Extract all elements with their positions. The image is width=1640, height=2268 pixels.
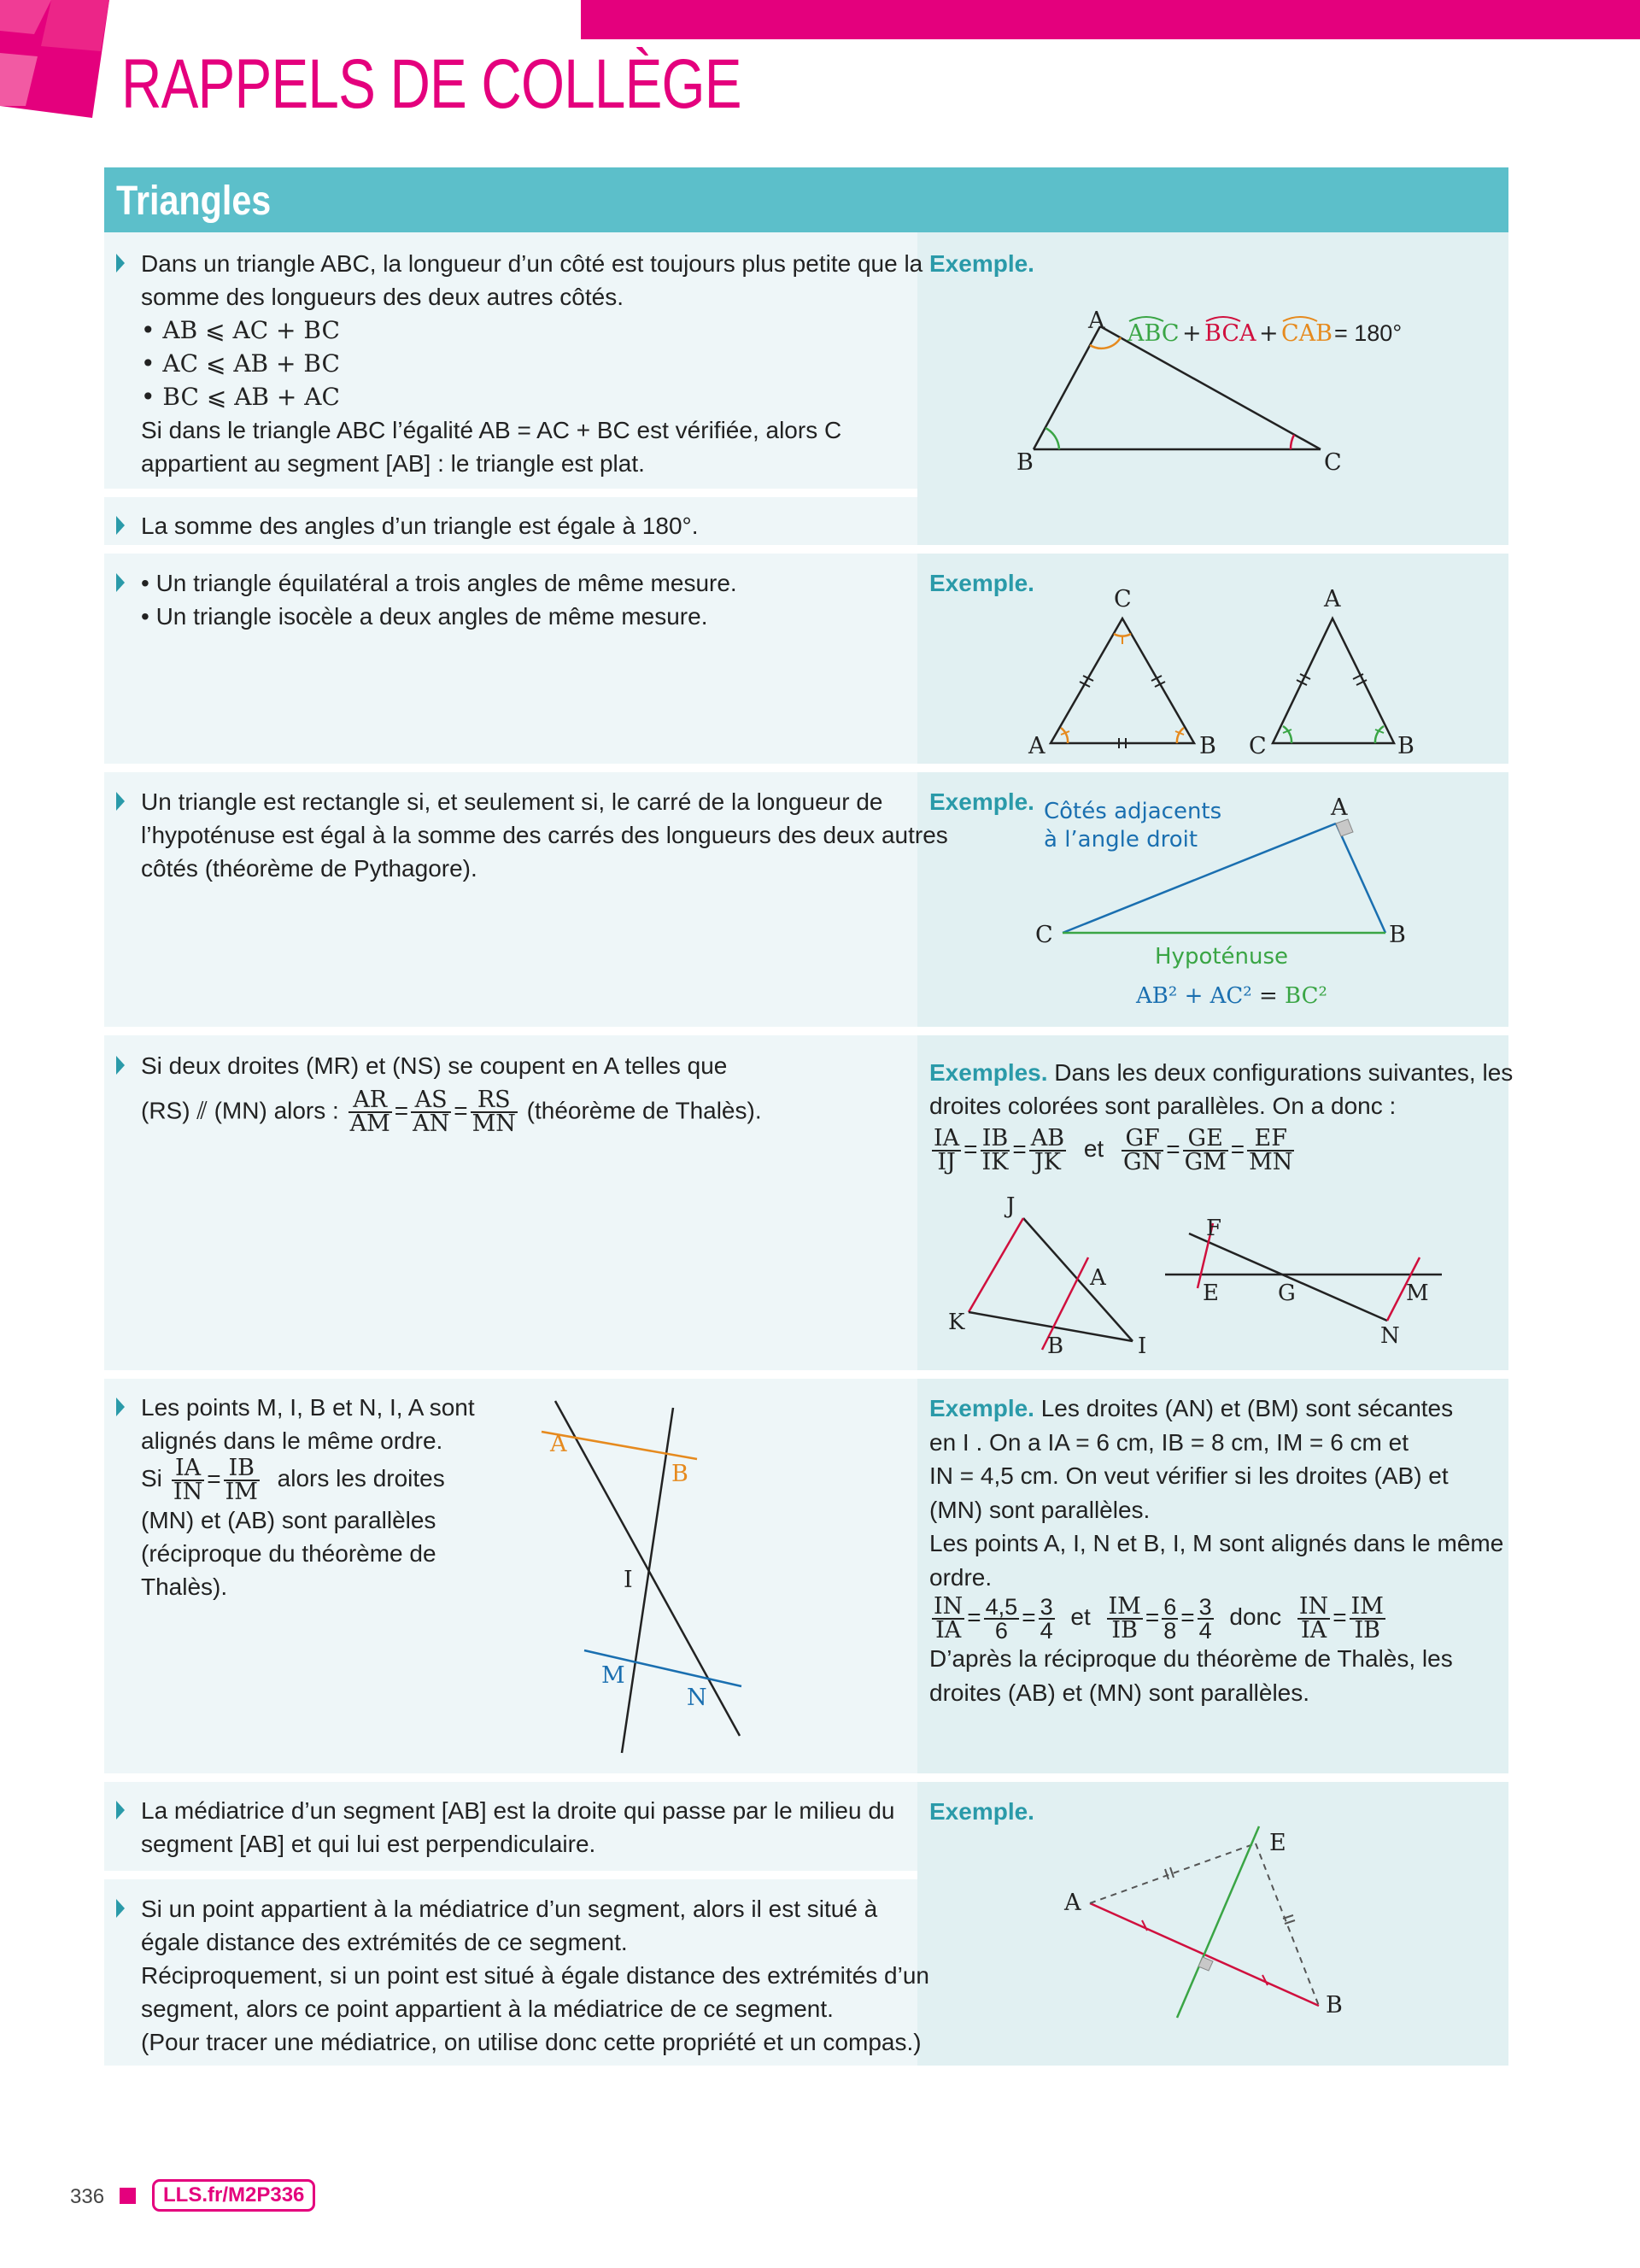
si: Si — [141, 1465, 162, 1492]
text-line: • Un triangle équilatéral a trois angles de même mesure. — [141, 570, 737, 596]
text-line: D’après la réciproque du théorème de Thalès, les — [929, 1645, 1453, 1672]
equals: = — [1180, 1603, 1195, 1631]
text-line: (MN) et (AB) sont parallèles — [141, 1507, 436, 1533]
text-line: • Un triangle isocèle a deux angles de même mesure. — [141, 603, 708, 630]
text-line: La médiatrice d’un segment [AB] est la droite qui passe par le milieu du — [141, 1797, 895, 1824]
text-line: appartient au segment [AB] : le triangle est plat. — [141, 450, 645, 477]
equals: = — [1230, 1135, 1245, 1163]
parallel-condition: (RS) ⫽ (MN) alors : — [141, 1097, 339, 1124]
denominator: AM — [349, 1111, 390, 1137]
inequality-1: • AB ⩽ AC + BC — [141, 316, 340, 344]
numerator: IM — [1350, 1593, 1384, 1620]
point-K: K — [948, 1310, 965, 1335]
point-N: N — [687, 1685, 707, 1711]
equals-180: = 180° — [1334, 320, 1403, 346]
numerator: IN — [934, 1593, 964, 1620]
denominator: 4 — [1040, 1618, 1053, 1644]
numerator: IN — [1298, 1593, 1329, 1620]
denominator: GN — [1123, 1149, 1163, 1175]
numerator: GF — [1122, 1128, 1163, 1152]
text-line: segment, alors ce point appartient à la médiatrice de ce segment. — [141, 1995, 834, 2022]
denominator: JK — [1034, 1149, 1061, 1175]
text-line: droites (AB) et (MN) sont parallèles. — [929, 1679, 1310, 1706]
page-title: RAPPELS DE COLLÈGE — [121, 45, 741, 123]
fraction — [1107, 1593, 1143, 1644]
inequality-3: • BC ⩽ AB + AC — [141, 383, 340, 411]
point-A: A — [550, 1431, 567, 1457]
denominator: IJ — [937, 1149, 956, 1175]
reciprocal-example-text — [929, 1392, 1503, 1709]
point-E: E — [1269, 1830, 1286, 1856]
denominator: IK — [981, 1149, 1009, 1175]
point-B: B — [1047, 1333, 1064, 1359]
equals: = — [454, 1097, 468, 1124]
numerator: 6 — [1163, 1594, 1177, 1620]
numerator: EF — [1247, 1128, 1294, 1152]
vertex-C: C — [1035, 922, 1053, 948]
text-line: (MN) sont parallèles. — [929, 1496, 1151, 1523]
text-line: Dans les deux configurations suivantes, les — [1047, 1059, 1514, 1086]
numerator: 3 — [1198, 1594, 1212, 1620]
text-line: Les points A, I, N et B, I, M sont alignés dans le même — [929, 1530, 1504, 1556]
text-line: (Pour tracer une médiatrice, on utilise donc cette propriété et un compas.) — [141, 2029, 922, 2055]
denominator: IA — [935, 1617, 962, 1644]
vertex-B: B — [1397, 733, 1414, 759]
equals: = — [1022, 1603, 1036, 1631]
vertex-B: B — [1389, 922, 1406, 948]
adjacent-sides-label: à l’angle droit — [1044, 827, 1198, 853]
denominator: 8 — [1163, 1618, 1177, 1644]
equidistance-text — [141, 1892, 929, 2059]
denominator: IA — [1300, 1617, 1327, 1644]
equals: = — [1145, 1603, 1160, 1631]
bullet-marker — [116, 1801, 125, 1820]
fraction — [932, 1593, 964, 1644]
angle-sum-text: La somme des angles d’un triangle est égale à 180°. — [141, 513, 699, 539]
equals: = — [967, 1603, 981, 1631]
vertex-A: A — [1088, 308, 1105, 334]
example-label: Exemples. — [929, 1059, 1048, 1086]
point-E: E — [1203, 1281, 1219, 1306]
angle-bca-label: BCA — [1204, 320, 1256, 347]
vertex-A: A — [1331, 794, 1348, 821]
text-line: Dans un triangle ABC, la longueur d’un côté est toujours plus petite que la — [141, 250, 923, 277]
vertex-B: B — [1199, 733, 1216, 759]
vertex-A: A — [1028, 733, 1046, 759]
numerator: IM — [1108, 1593, 1141, 1620]
mediatrice-text — [141, 1794, 894, 1861]
text-line: alignés dans le même ordre. — [141, 1427, 443, 1454]
vertex-C: C — [1114, 586, 1132, 612]
denominator: IM — [225, 1479, 258, 1505]
plus-sign: + — [1259, 320, 1279, 347]
text-line: en I . On a IA = 6 cm, IB = 8 cm, IM = 6 cm et — [929, 1428, 1409, 1456]
numerator: 3 — [1040, 1594, 1053, 1620]
equals: = — [1012, 1135, 1027, 1163]
text-line: IN = 4,5 cm. On veut vérifier si les droites (AB) et — [929, 1462, 1449, 1489]
text-line: Si dans le triangle ABC l’égalité AB = AC + BC est vérifiée, alors C — [141, 417, 842, 443]
text-line: Les droites (AN) et (BM) sont sécantes — [1034, 1395, 1454, 1421]
vertex-B: B — [1016, 449, 1034, 476]
point-N: N — [1380, 1323, 1400, 1349]
point-A: A — [1090, 1265, 1106, 1291]
point-G: G — [1278, 1281, 1296, 1306]
text-line: Un triangle est rectangle si, et seulement si, le carré de la longueur de — [141, 788, 883, 815]
et: et — [1070, 1603, 1091, 1631]
equals: = — [207, 1465, 221, 1492]
point-M: M — [1406, 1281, 1429, 1306]
plus-sign: + — [1182, 320, 1202, 347]
text-line: droites colorées sont parallèles. On a donc : — [929, 1093, 1397, 1119]
adjacent-sides-label: Côtés adjacents — [1044, 799, 1222, 824]
formula-right: BC² — [1285, 983, 1327, 1009]
fraction — [1297, 1593, 1330, 1644]
numerator: IB — [224, 1457, 260, 1481]
denominator: IB — [1354, 1617, 1380, 1644]
fraction — [1039, 1596, 1055, 1642]
denominator: IN — [173, 1479, 203, 1505]
text-line: ordre. — [929, 1563, 993, 1591]
theorem-name: (théorème de Thalès). — [526, 1097, 762, 1124]
text-line: Réciproquement, si un point est situé à égale distance des extrémités d’un — [141, 1962, 929, 1989]
numerator: AB — [1030, 1125, 1065, 1152]
angle-abc-label: ABC — [1128, 320, 1180, 347]
vertex-C: C — [1249, 733, 1267, 759]
text-line: Les points M, I, B et N, I, A sont — [141, 1394, 475, 1421]
vertex-C: C — [1324, 449, 1342, 476]
example-label: Exemple. — [929, 788, 1034, 815]
example-label: Exemple. — [929, 570, 1034, 596]
hypotenuse-label: Hypoténuse — [1155, 944, 1289, 970]
formula-eq: = — [1251, 983, 1286, 1009]
computation-line — [929, 1593, 1503, 1644]
point-I: I — [1138, 1333, 1147, 1359]
text-line: alors les droites — [277, 1465, 445, 1492]
denominator: IB — [1111, 1617, 1138, 1644]
denominator: 6 — [994, 1618, 1008, 1644]
numerator: RS — [471, 1089, 518, 1113]
point-I: I — [624, 1567, 633, 1593]
point-F: F — [1206, 1216, 1222, 1241]
numerator: IA — [934, 1125, 960, 1152]
numerator: IB — [981, 1128, 1010, 1152]
lls-link[interactable]: LLS.fr/M2P336 — [152, 2179, 315, 2212]
fraction — [984, 1596, 1020, 1642]
vertex-A: A — [1324, 586, 1341, 612]
text-line: l’hypoténuse est égal à la somme des carrés des longueurs des deux autres — [141, 822, 948, 848]
page-number: 336 — [70, 2185, 105, 2208]
equals: = — [394, 1097, 409, 1124]
fraction — [1198, 1596, 1214, 1642]
fraction — [1350, 1593, 1385, 1644]
denominator: MN — [1249, 1149, 1293, 1175]
example-label: Exemple. — [929, 1798, 1034, 1825]
text-line: somme des longueurs des deux autres côtés. — [141, 284, 624, 310]
numerator: AS — [411, 1089, 451, 1113]
section-title: Triangles — [116, 179, 272, 224]
mediatrice-figure — [917, 1782, 1508, 2066]
denominator: 4 — [1198, 1618, 1212, 1644]
text-line: Si un point appartient à la médiatrice d’un segment, alors il est situé à — [141, 1896, 878, 1922]
numerator: AR — [348, 1089, 392, 1113]
angle-cab-label: CAB — [1281, 320, 1332, 347]
bullet-marker — [116, 1899, 125, 1918]
text-line: Si deux droites (MR) et (NS) se coupent en A telles que — [141, 1052, 728, 1079]
equals: = — [1332, 1603, 1347, 1631]
denominator: AN — [413, 1111, 450, 1137]
numerator: GE — [1183, 1128, 1228, 1152]
text-line: Thalès). — [141, 1574, 228, 1600]
text-line: côtés (théorème de Pythagore). — [141, 855, 477, 882]
example-label: Exemple. — [929, 1395, 1034, 1421]
text-line: (réciproque du théorème de — [141, 1540, 436, 1567]
donc: donc — [1229, 1603, 1282, 1631]
point-J: J — [1006, 1193, 1016, 1219]
denominator: MN — [472, 1111, 516, 1137]
equals: = — [1166, 1135, 1180, 1163]
point-A: A — [1064, 1890, 1081, 1916]
point-B: B — [671, 1461, 688, 1487]
equals: = — [964, 1135, 978, 1163]
text-line: segment [AB] et qui lui est perpendiculaire. — [141, 1831, 596, 1857]
numerator: IA — [172, 1457, 204, 1481]
formula-left: AB² + AC² — [1136, 983, 1252, 1009]
numerator: 4,5 — [985, 1594, 1018, 1620]
footer-square-icon — [120, 2188, 136, 2204]
fraction — [1162, 1596, 1178, 1642]
inequality-2: • AC ⩽ AB + BC — [141, 349, 340, 378]
point-B: B — [1326, 1992, 1343, 2019]
example-label: Exemple. — [929, 250, 1034, 277]
et: et — [1083, 1135, 1104, 1163]
point-M: M — [601, 1662, 625, 1689]
text-line: égale distance des extrémités de ce segment. — [141, 1929, 628, 1955]
denominator: GM — [1184, 1149, 1227, 1175]
